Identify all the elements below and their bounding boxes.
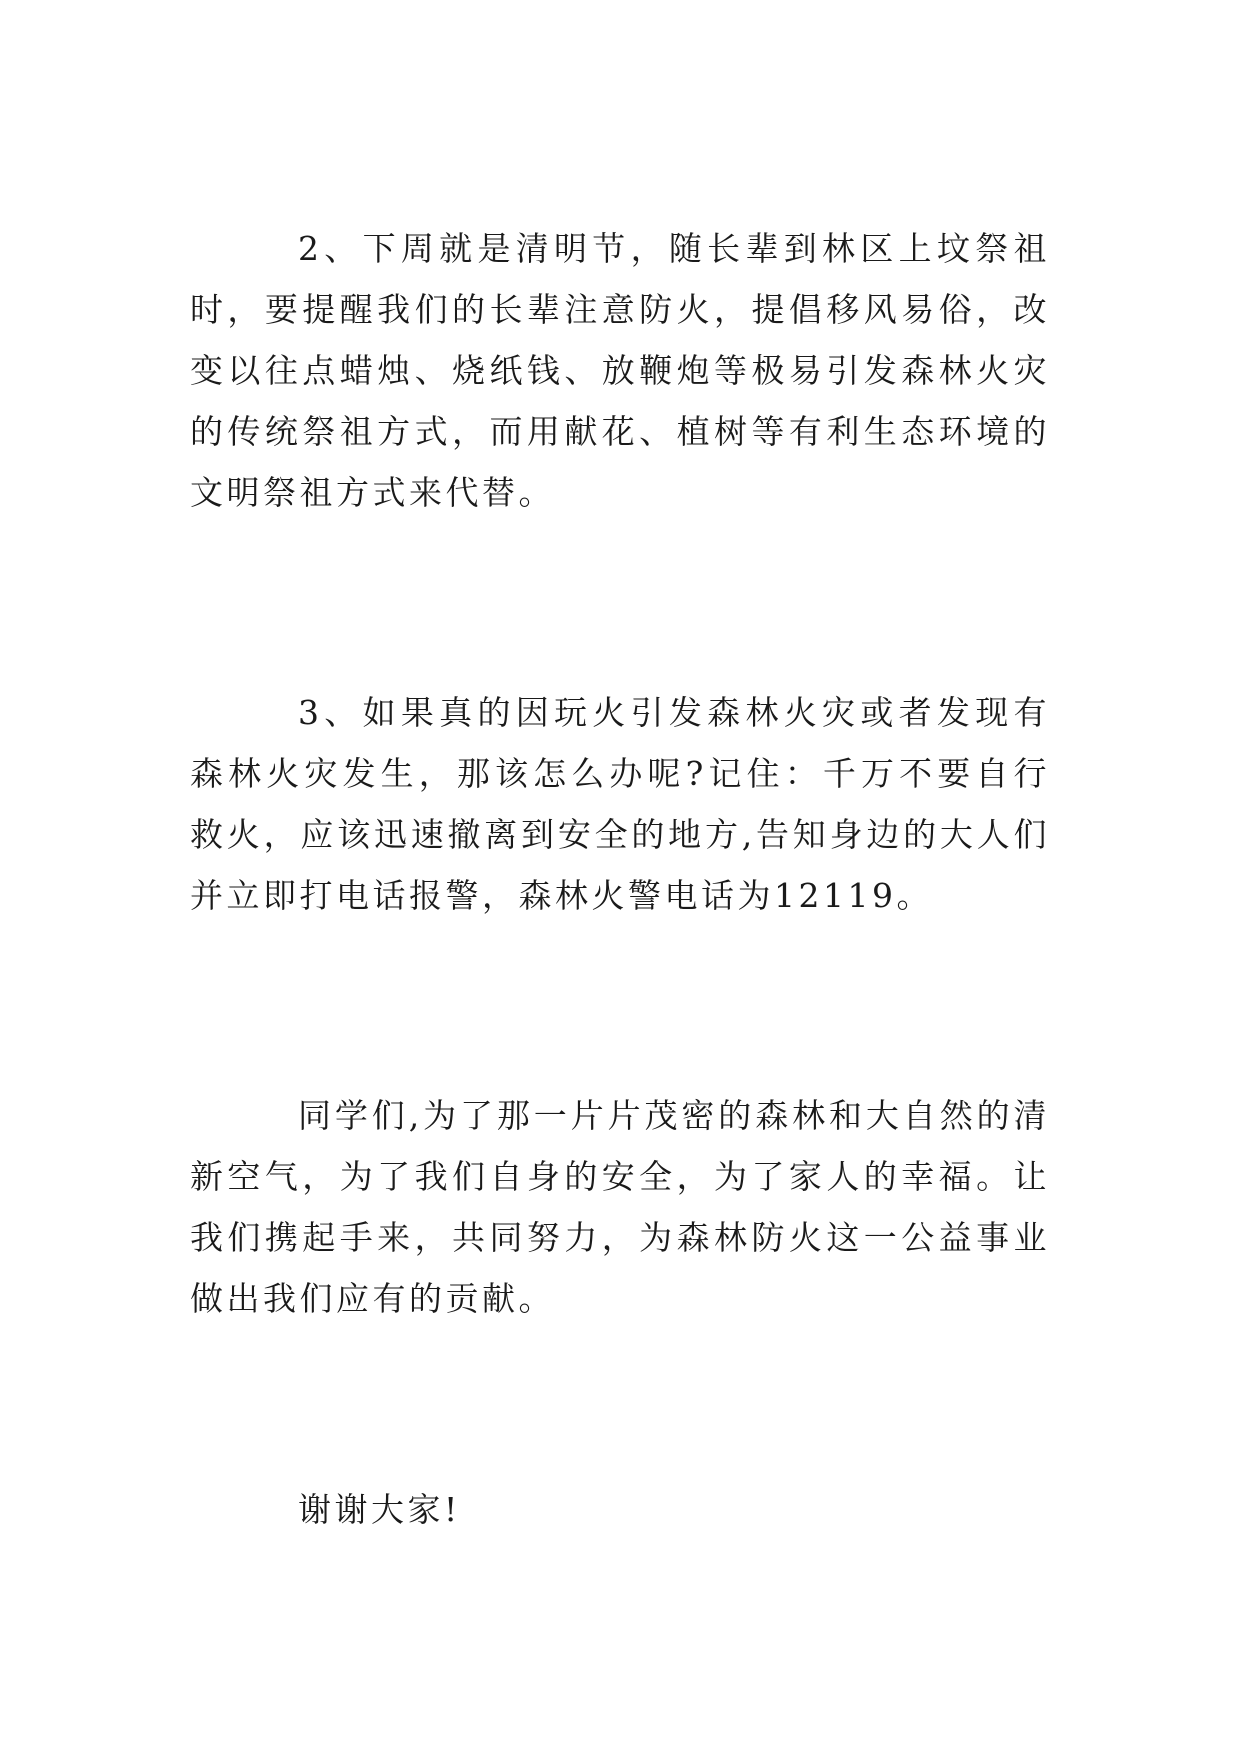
paragraph-spacer [190, 1329, 1050, 1479]
paragraph-spacer [190, 523, 1050, 682]
paragraph-thanks: 谢谢大家! [298, 1490, 461, 1529]
paragraph-closing-appeal: 同学们,为了那一片片茂密的森林和大自然的清新空气，为了我们自身的安全，为了家人的幸福。让我们携起手来，共同努力，为森林防火这一公益事业做出我们应有的贡献。 [190, 1096, 1050, 1318]
paragraph-fire-emergency-advice: 3、如果真的因玩火引发森林火灾或者发现有森林火灾发生，那该怎么办呢?记住：千万不要自行救火，应该迅速撤离到安全的地方,告知身边的大人们并立即打电话报警，森林火警电话为12119。 [190, 693, 1050, 915]
document-body [190, 218, 1050, 1540]
paragraph-tomb-sweeping-fire-safety: 2、下周就是清明节，随长辈到林区上坟祭祖时，要提醒我们的长辈注意防火，提倡移风易俗，改变以往点蜡烛、烧纸钱、放鞭炮等极易引发森林火灾的传统祭祖方式，而用献花、植树等有利生态环境的文明祭祖方式来代替。 [190, 229, 1050, 512]
paragraph-spacer [190, 926, 1050, 1085]
